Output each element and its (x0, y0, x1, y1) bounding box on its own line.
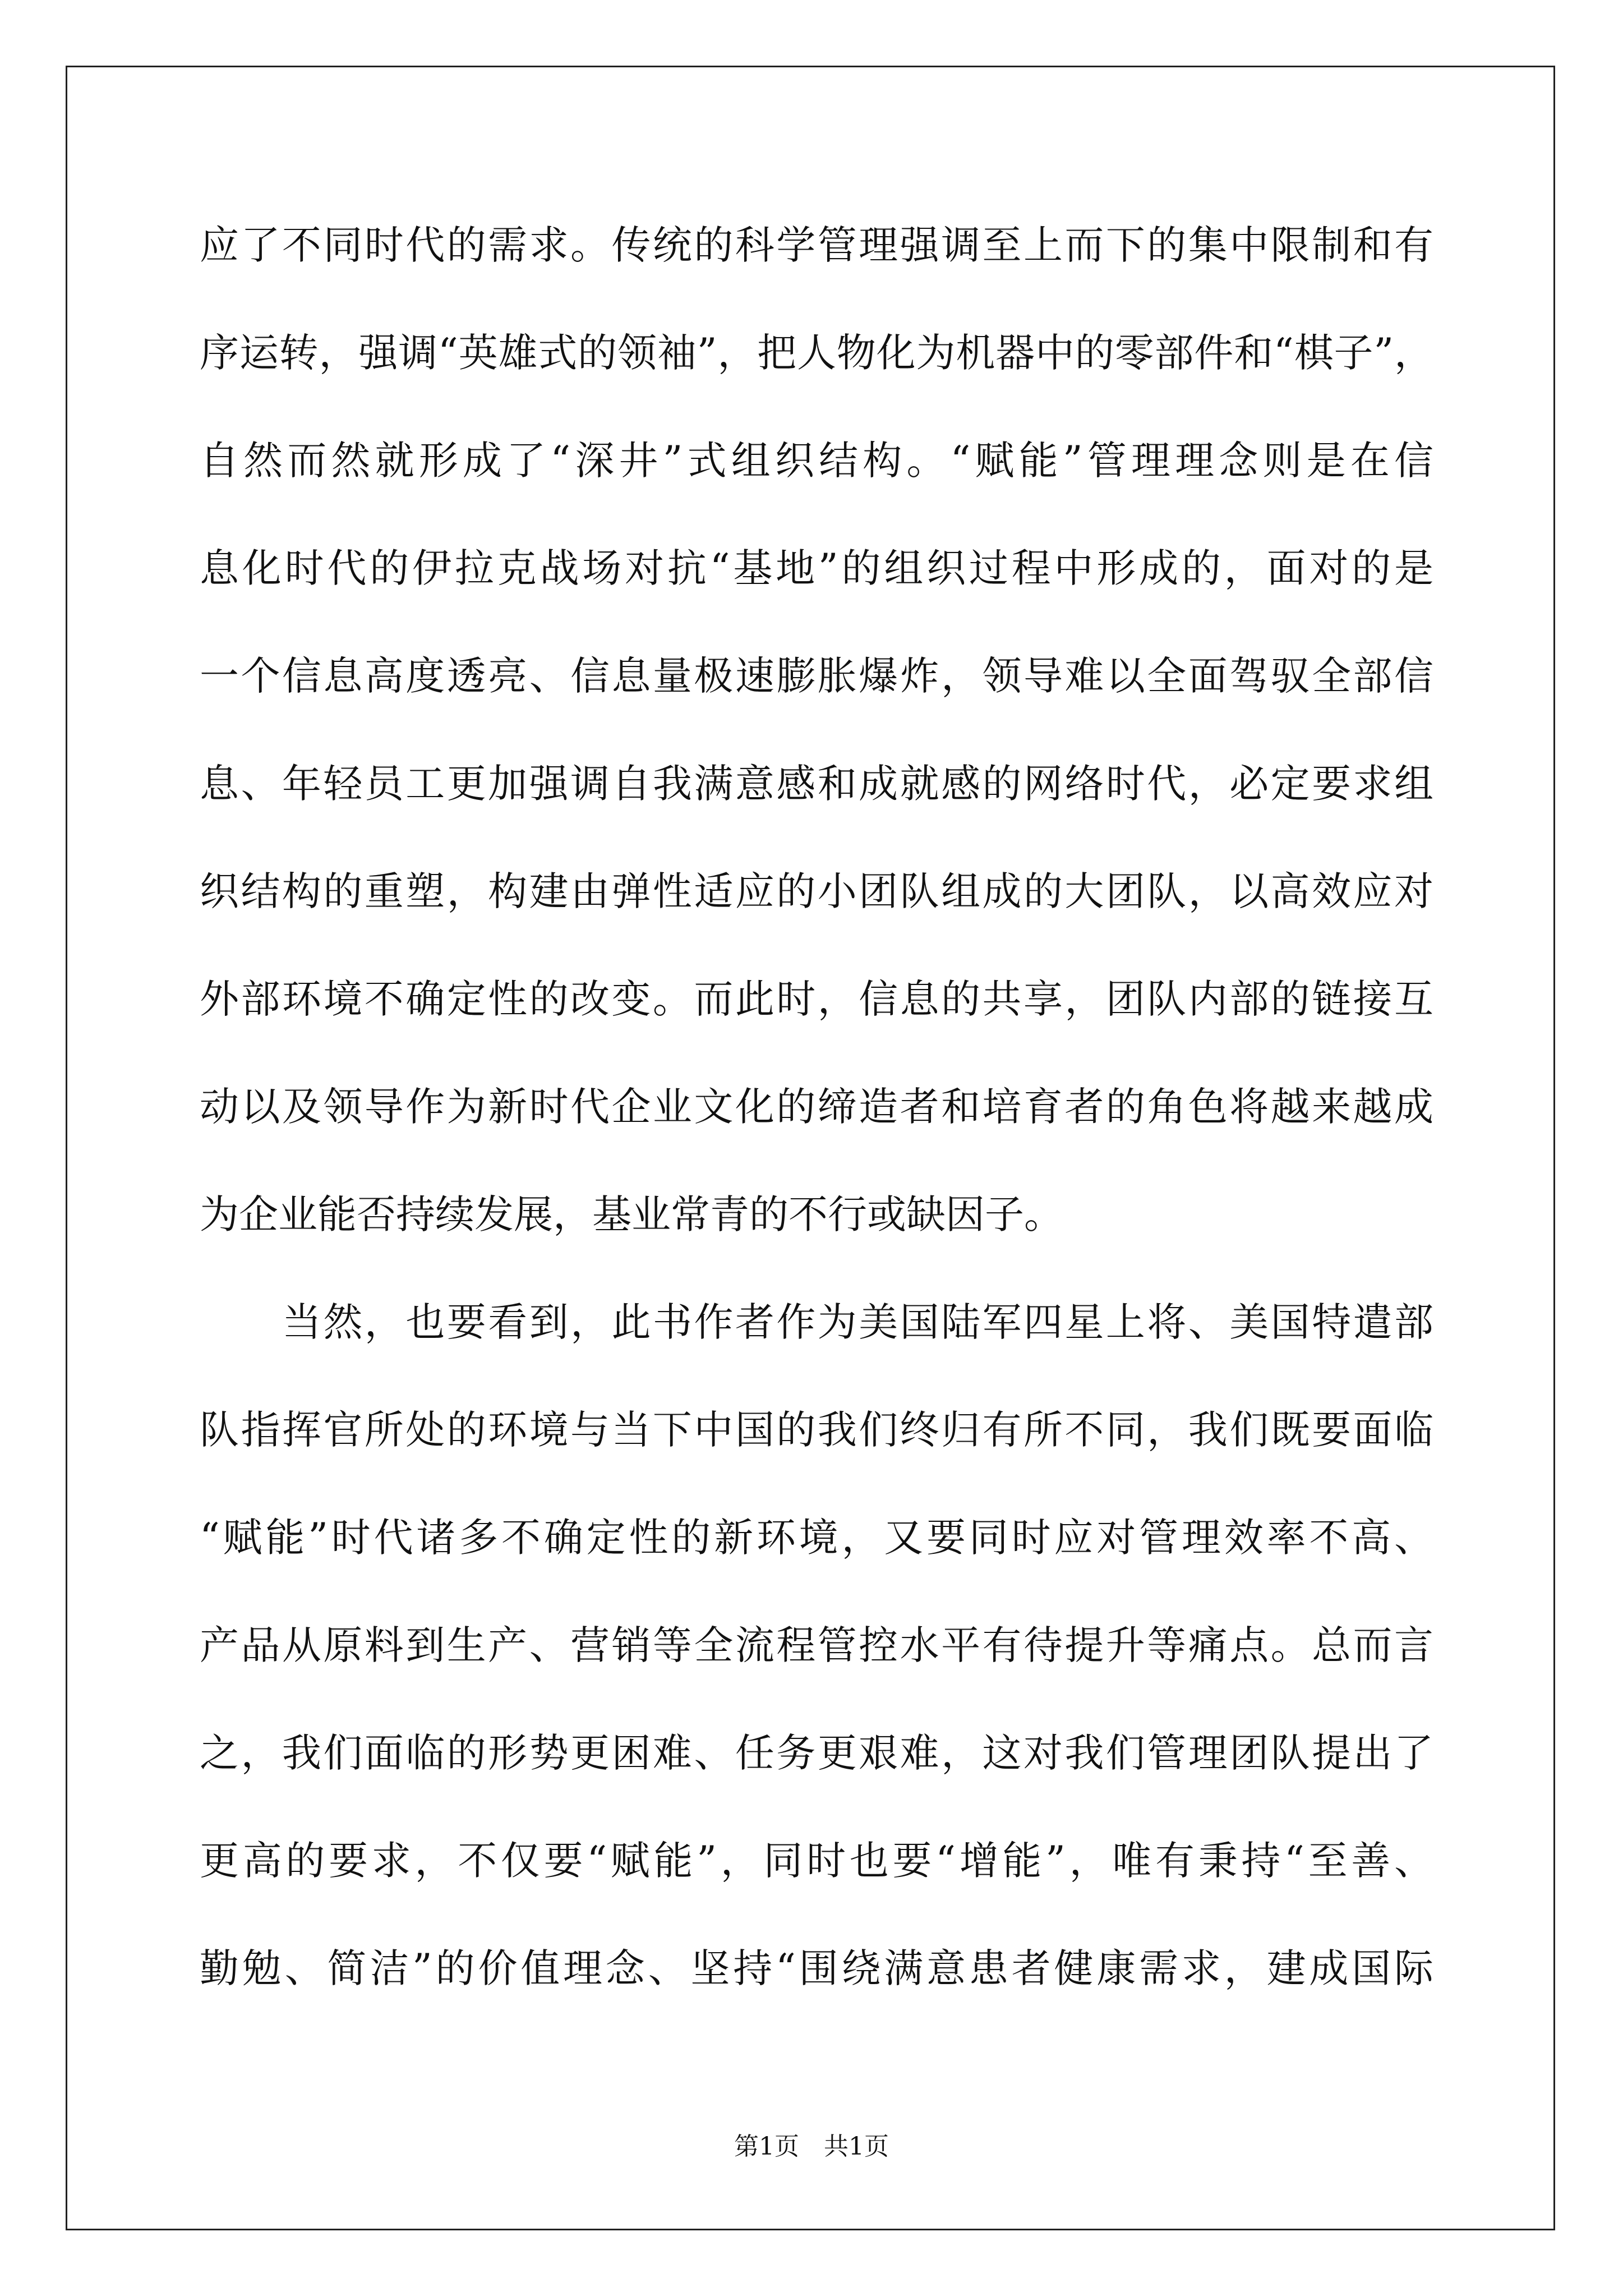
paragraph-line: 动以及领导作为新时代企业文化的缔造者和培育者的角色将越来越成 (200, 1084, 1433, 1130)
paragraph-line: 当然，也要看到，此书作者作为美国陆军四星上将、美国特遣部 (282, 1299, 1433, 1345)
paragraph-line: “赋能”时代诸多不确定性的新环境，又要同时应对管理效率不高、 (200, 1515, 1433, 1561)
paragraph-line: 产品从原料到生产、营销等全流程管控水平有待提升等痛点。总而言 (200, 1622, 1433, 1668)
paragraph-line: 队指挥官所处的环境与当下中国的我们终归有所不同，我们既要面临 (200, 1407, 1433, 1453)
paragraph-line: 为企业能否持续发展，基业常青的不行或缺因子。 (200, 1191, 1063, 1237)
paragraph-line: 应了不同时代的需求。传统的科学管理强调至上而下的集中限制和有 (200, 222, 1433, 268)
paragraph-line: 更高的要求，不仅要“赋能”，同时也要“增能”，唯有秉持“至善、 (200, 1838, 1433, 1884)
paragraph-line: 勤勉、简洁”的价值理念、坚持“围绕满意患者健康需求，建成国际 (200, 1945, 1433, 1991)
paragraph-line: 息化时代的伊拉克战场对抗“基地”的组织过程中形成的，面对的是 (200, 545, 1433, 591)
paragraph-line: 息、年轻员工更加强调自我满意感和成就感的网络时代，必定要求组 (200, 761, 1433, 807)
paragraph-line: 一个信息高度透亮、信息量极速膨胀爆炸，领导难以全面驾驭全部信 (200, 653, 1433, 699)
page-number-footer: 第1页 共1页 (734, 2132, 889, 2161)
paragraph-line: 织结构的重塑，构建由弹性适应的小团队组成的大团队，以高效应对 (200, 868, 1433, 914)
paragraph-line: 外部环境不确定性的改变。而此时，信息的共享，团队内部的链接互 (200, 976, 1433, 1022)
paragraph-line: 自然而然就形成了“深井”式组织结构。“赋能”管理理念则是在信 (200, 438, 1433, 484)
paragraph-line: 序运转，强调“英雄式的领袖”，把人物化为机器中的零部件和“棋子”， (200, 330, 1433, 376)
paragraph-line: 之，我们面临的形势更困难、任务更艰难，这对我们管理团队提出了 (200, 1730, 1433, 1776)
page-border (66, 66, 1555, 2230)
